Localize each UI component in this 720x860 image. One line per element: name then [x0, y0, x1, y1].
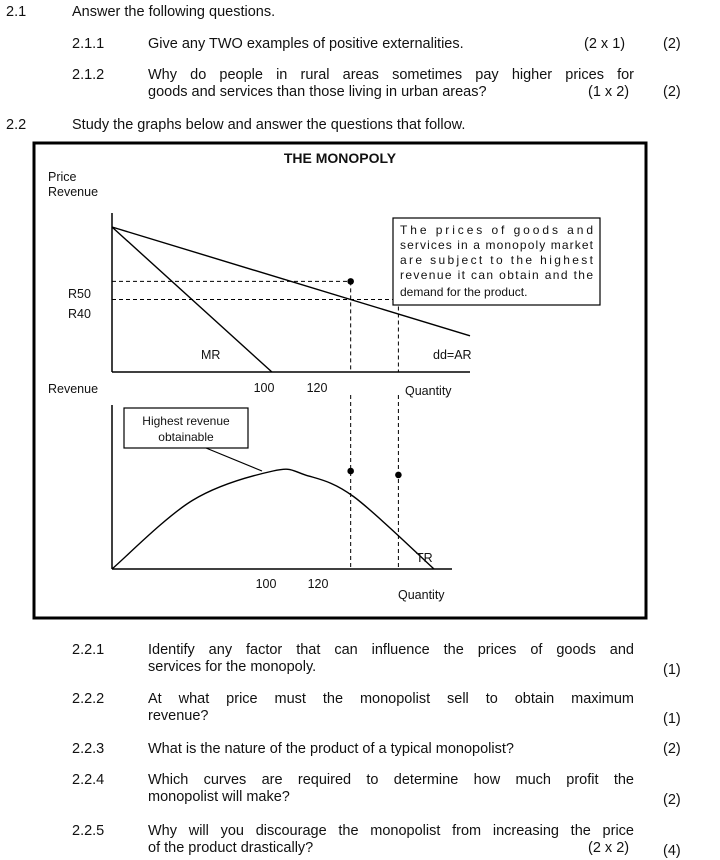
q2-1-1-number: 2.1.1: [72, 36, 105, 52]
point-top-100: [347, 278, 354, 285]
q2-2-number: 2.2: [6, 117, 27, 133]
q2-2-2-number: 2.2.2: [72, 691, 105, 707]
q2-1-1-marks: (2): [663, 36, 681, 52]
bottom-x-tick-120: 120: [307, 577, 329, 591]
q2-1-2-number: 2.1.2: [72, 67, 105, 83]
q2-2-4-number: 2.2.4: [72, 772, 105, 788]
top-x-tick-100: 100: [253, 381, 275, 395]
q2-2-3-line1: What is the nature of the product of a typical monopolist?: [148, 741, 514, 757]
q2-1-text: Answer the following questions.: [72, 4, 276, 20]
q2-2-5-line1: Why will you discourage the monopolist from increasing the price: [148, 823, 634, 839]
mr-label: MR: [201, 348, 221, 362]
tr-label: TR: [416, 551, 433, 565]
price-tick-r40: R40: [68, 307, 91, 321]
q2-2-1-line1: Identify any factor that can influence the prices of goods and: [148, 642, 634, 658]
q2-1-2-line1: Why do people in rural areas sometimes pay higher prices for: [148, 67, 634, 83]
top-ylabel-price: Price: [48, 170, 77, 184]
top-xlabel: Quantity: [405, 384, 452, 398]
q2-2-3-number: 2.2.3: [72, 741, 105, 757]
q2-1-2-calc: (1 x 2): [588, 84, 630, 100]
q2-1-1-text: Give any TWO examples of positive externalities.: [148, 36, 464, 52]
q2-2-5-calc: (2 x 2): [588, 840, 630, 856]
q2-2-4-line2: monopolist will make?: [148, 789, 290, 805]
q2-2-2-line2: revenue?: [148, 708, 209, 724]
note-line-3: are subject to the highest: [400, 253, 593, 267]
q2-2-4-line1: Which curves are required to determine how much profit the: [148, 772, 634, 788]
note-line-4: revenue it can obtain and the: [400, 268, 593, 282]
bottom-xlabel: Quantity: [398, 588, 445, 602]
q2-2-1-marks: (1): [663, 662, 681, 678]
note-line-2: services in a monopoly market: [400, 238, 593, 252]
q2-2-1-number: 2.2.1: [72, 642, 105, 658]
q2-1-2-marks: (2): [663, 84, 681, 100]
price-tick-r50: R50: [68, 287, 91, 301]
bottom-ylabel: Revenue: [48, 382, 99, 396]
callout-pointer: [206, 448, 262, 471]
q2-2-5-marks: (4): [663, 843, 681, 859]
callout-line-2: obtainable: [158, 430, 214, 444]
bottom-x-tick-100: 100: [255, 577, 277, 591]
note-line-5: demand for the product.: [400, 285, 528, 299]
figure-frame: [34, 143, 646, 618]
q2-2-5-line2: of the product drastically?: [148, 840, 314, 856]
q2-2-1-line2: services for the monopoly.: [148, 659, 317, 675]
dd-ar-label: dd=AR: [433, 348, 472, 362]
curve-tr: [112, 469, 434, 569]
chart-title: THE MONOPOLY: [283, 150, 397, 166]
point-bottom-120: [395, 472, 402, 479]
q2-2-text: Study the graphs below and answer the questions that follow.: [72, 117, 466, 133]
top-ylabel-revenue: Revenue: [48, 185, 99, 199]
q2-1-2-line2: goods and services than those living in urban areas?: [148, 84, 487, 100]
q2-2-2-marks: (1): [663, 711, 681, 727]
point-bottom-100: [347, 468, 354, 475]
q2-2-3-marks: (2): [663, 741, 681, 757]
note-line-1: The prices of goods and: [400, 223, 593, 237]
q2-2-2-line1: At what price must the monopolist sell to obtain maximum: [148, 691, 634, 707]
q2-1-1-calc: (2 x 1): [584, 36, 626, 52]
top-x-tick-120: 120: [306, 381, 328, 395]
q2-1-number: 2.1: [6, 4, 27, 20]
callout-line-1: Highest revenue: [142, 414, 230, 428]
q2-2-5-number: 2.2.5: [72, 823, 105, 839]
q2-2-4-marks: (2): [663, 792, 681, 808]
